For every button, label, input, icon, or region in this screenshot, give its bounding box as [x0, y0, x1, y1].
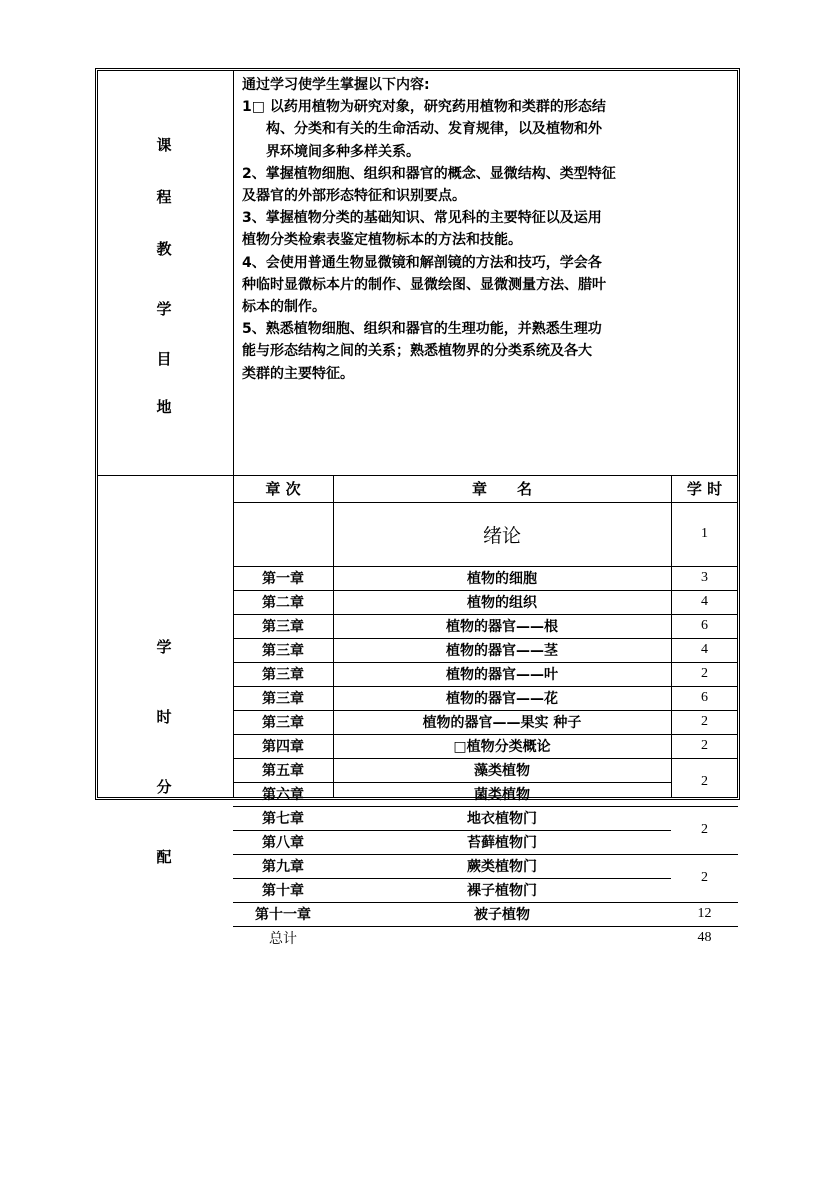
- objective-line: 界环境间多种多样关系。: [266, 143, 420, 160]
- chapter-cell: 第九章: [262, 859, 304, 875]
- chapter-name-cell: 绪论: [482, 524, 521, 547]
- chapter-name-cell: 植物的器官——茎: [446, 643, 558, 659]
- chapter-name-cell: 菌类植物: [474, 787, 530, 803]
- hours-cell: 3: [701, 570, 708, 585]
- chapter-cell: 第三章: [262, 667, 304, 683]
- chapter-name-cell: 藻类植物: [474, 763, 530, 779]
- chapter-cell: 第二章: [262, 595, 304, 611]
- chapter-cell: 第三章: [262, 715, 304, 731]
- hours-cell: 2: [701, 666, 708, 681]
- hours-cell: 6: [701, 618, 708, 633]
- chapter-cell: 第十一章: [255, 907, 311, 923]
- hours-cell: 2: [701, 774, 708, 789]
- chapter-cell: [233, 502, 333, 566]
- objective-line: 及器官的外部形态特征和识别要点。: [242, 188, 466, 205]
- objective-line: 能与形态结构之间的关系；熟悉植物界的分类系统及各大: [242, 343, 592, 360]
- chapter-name-cell: 植物的器官——果实 种子: [422, 715, 582, 731]
- chapter-name-cell: [333, 926, 671, 950]
- chapter-name-cell: 植物的器官——叶: [446, 667, 558, 683]
- chapter-name-cell: 植物的细胞: [467, 571, 537, 587]
- hours-cell: 4: [701, 642, 708, 657]
- objective-line: 4、会使用普通生物显微镜和解剖镜的方法和技巧，学会各: [242, 254, 602, 271]
- hours-cell: 48: [697, 930, 712, 945]
- objective-line: 种临时显微标本片的制作、显微绘图、显微测量方法、腊叶: [242, 276, 606, 293]
- hours-cell: 2: [701, 714, 708, 729]
- hours-cell: 2: [701, 870, 708, 885]
- chapter-name-cell: 被子植物: [474, 907, 530, 923]
- chapter-cell: 第三章: [262, 619, 304, 635]
- hours-cell: 2: [701, 738, 708, 753]
- objectives-text: [242, 74, 737, 385]
- header-chapter: 章 次: [265, 480, 301, 498]
- objective-line: 5、熟悉植物细胞、组织和器官的生理功能，并熟悉生理功: [242, 321, 602, 338]
- hours-cell: 1: [701, 526, 708, 541]
- chapter-name-cell: □植物分类概论: [453, 739, 551, 755]
- chapter-cell: 第一章: [262, 571, 304, 587]
- objective-line: 2、掌握植物细胞、组织和器官的概念、显微结构、类型特征: [242, 165, 616, 182]
- chapter-name-cell: 植物的器官——花: [446, 691, 558, 707]
- chapter-name-cell: 裸子植物门: [467, 883, 537, 899]
- chapter-name-cell: 蕨类植物门: [467, 859, 537, 875]
- hours-cell: 6: [701, 690, 708, 705]
- objective-line: 植物分类检索表鉴定植物标本的方法和技能。: [242, 232, 522, 249]
- header-hours: 学 时: [686, 480, 723, 498]
- objective-line: 通过学习使学生掌握以下内容:: [242, 77, 430, 93]
- chapter-cell: 第六章: [262, 787, 304, 803]
- chapter-cell: 第三章: [262, 643, 304, 659]
- chapter-cell: 第四章: [262, 739, 304, 755]
- chapter-cell: 第八章: [262, 835, 304, 851]
- chapter-cell: 总计: [269, 931, 297, 947]
- header-name: 章 名: [471, 480, 532, 498]
- objective-line: 1□ 以药用植物为研究对象，研究药用植物和类群的形态结: [242, 99, 606, 116]
- objective-line: 3、掌握植物分类的基础知识、常见科的主要特征以及运用: [242, 210, 602, 227]
- chapter-name-cell: 苔藓植物门: [467, 835, 537, 851]
- objective-line: 类群的主要特征。: [242, 365, 354, 382]
- hours-cell: 2: [701, 822, 708, 837]
- chapter-name-cell: 植物的器官——根: [446, 619, 558, 635]
- chapter-name-cell: 植物的组织: [467, 595, 537, 611]
- chapter-cell: 第十章: [262, 883, 304, 899]
- chapter-cell: 第七章: [262, 811, 304, 827]
- objective-line: 构、分类和有关的生命活动、发育规律，以及植物和外: [266, 121, 602, 138]
- hours-cell: 12: [697, 906, 712, 921]
- chapter-cell: 第三章: [262, 691, 304, 707]
- chapter-cell: 第五章: [262, 763, 304, 779]
- hours-cell: 4: [701, 594, 708, 609]
- chapter-name-cell: 地衣植物门: [467, 811, 537, 827]
- objective-line: 标本的制作。: [242, 299, 326, 316]
